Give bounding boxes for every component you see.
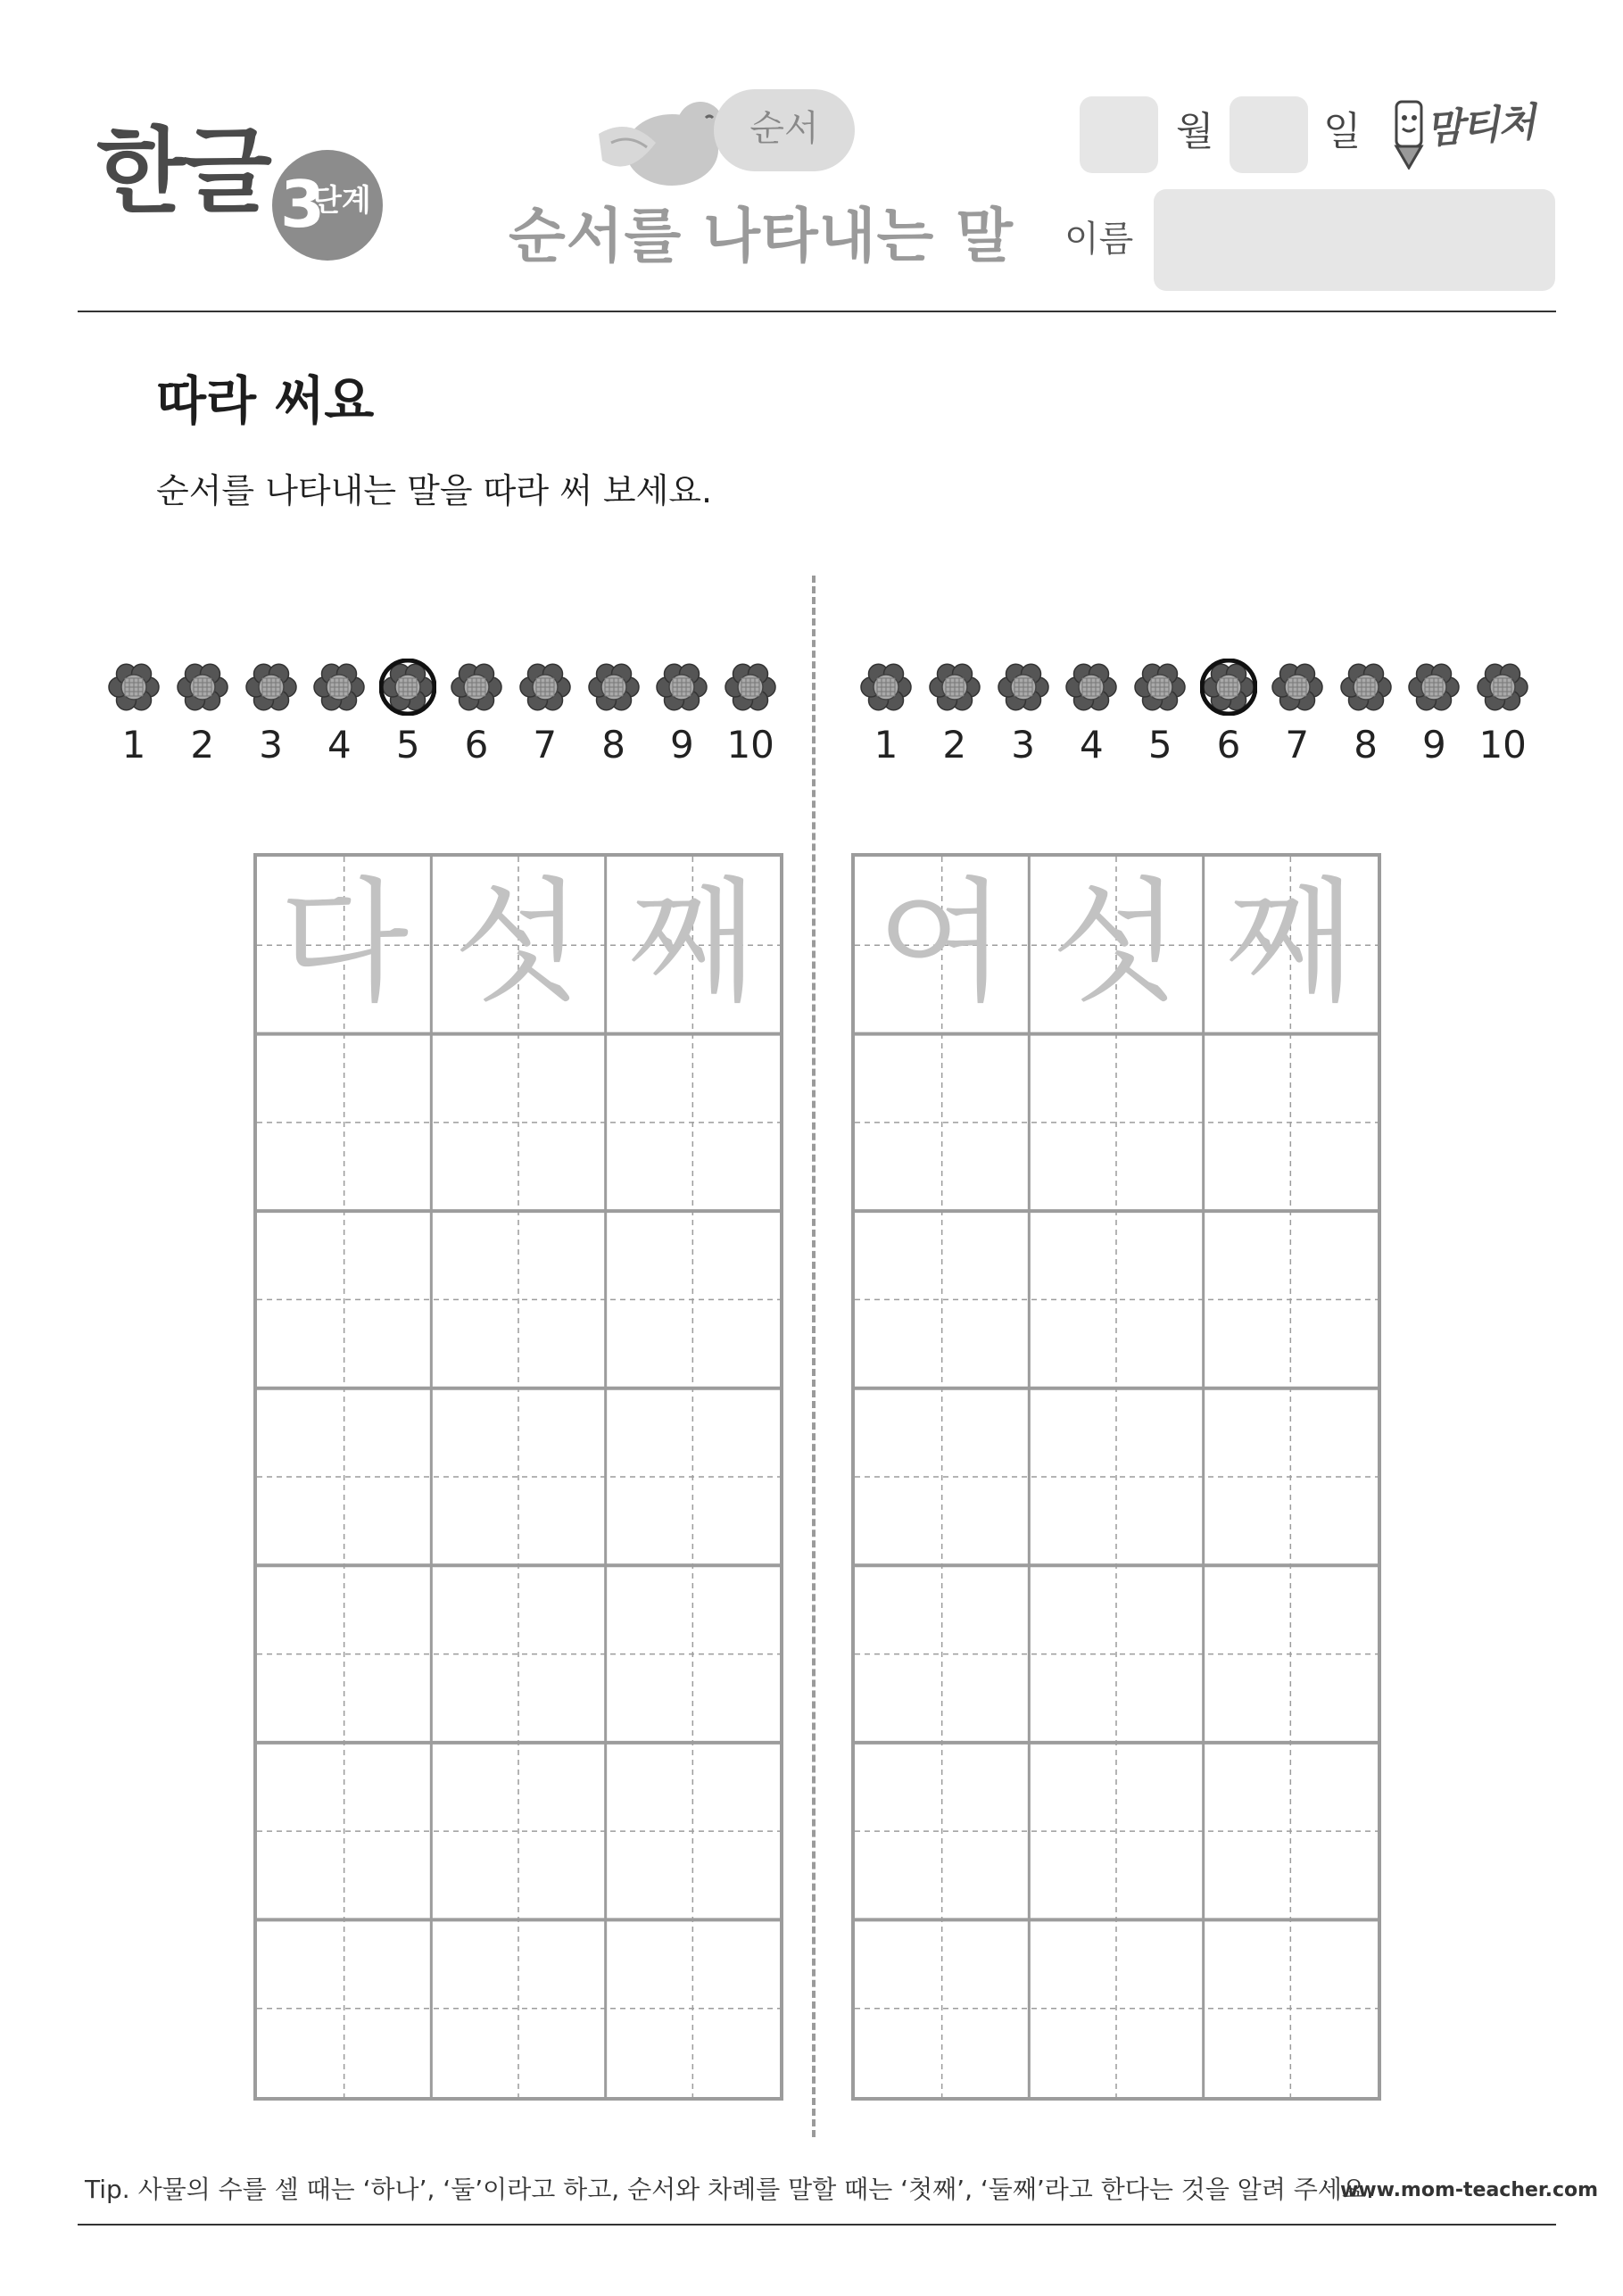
flower-item — [1126, 650, 1194, 775]
flower-icon — [448, 659, 505, 716]
flower-item — [443, 650, 510, 775]
flower-item — [852, 650, 920, 775]
flower-icon — [311, 659, 368, 716]
flower-item — [580, 650, 648, 775]
flower-row-left — [100, 650, 832, 775]
trace-char: 다 — [279, 866, 410, 1021]
section-heading: 따라 써요 — [156, 370, 375, 431]
flower-item — [1400, 650, 1468, 775]
flower-number: 2 — [190, 723, 215, 767]
flower-icon — [243, 659, 300, 716]
flower-item — [1332, 650, 1400, 775]
flower-icon — [653, 659, 710, 716]
flower-number: 6 — [464, 723, 489, 767]
flower-number: 7 — [533, 723, 558, 767]
flower-icon — [857, 659, 915, 716]
flower-item — [1195, 650, 1263, 775]
flower-item — [100, 650, 168, 775]
flower-item — [1263, 650, 1331, 775]
trace-char: 여 — [877, 866, 1007, 1021]
flower-number: 1 — [874, 723, 898, 767]
flower-icon — [722, 659, 779, 716]
flower-item — [1057, 650, 1125, 775]
flower-icon — [174, 659, 231, 716]
flower-number: 4 — [327, 723, 352, 767]
tip-line — [85, 2177, 1374, 2202]
flower-number: 3 — [1011, 723, 1035, 767]
level-word: 단계 — [312, 183, 371, 219]
trace-char: 째 — [1225, 866, 1355, 1021]
flower-number: 4 — [1080, 723, 1104, 767]
flower-item — [511, 650, 579, 775]
flower-icon — [926, 659, 983, 716]
tip-text: 사물의 수를 셀 때는 ‘하나’, ‘둘’이라고 하고, 순서와 차례를 말할 때는 ‘첫째’, ‘둘째’라고 한다는 것을 알려 주세요. — [137, 2175, 1374, 2204]
flower-icon — [1269, 659, 1326, 716]
flower-item — [921, 650, 989, 775]
topic-tag: 순서 — [749, 108, 819, 149]
trace-char: 섯 — [453, 866, 584, 1021]
flower-icon — [995, 659, 1052, 716]
flower-number: 6 — [1216, 723, 1241, 767]
level-number: 3 — [280, 167, 326, 242]
flower-number: 9 — [1422, 723, 1446, 767]
trace-row-right — [855, 857, 1378, 1030]
flower-number: 8 — [601, 723, 625, 767]
flower-icon — [1063, 659, 1120, 716]
flower-icon — [585, 659, 642, 716]
brand-title: 한글 — [96, 117, 269, 226]
flower-icon — [1131, 659, 1188, 716]
name-label: 이름 — [1064, 219, 1134, 260]
flower-number: 10 — [726, 723, 774, 767]
tip-prefix: Tip. — [85, 2175, 130, 2204]
flower-item — [237, 650, 305, 775]
sheet-title: 순서를 나타내는 말 — [509, 202, 1014, 270]
flower-number: 9 — [670, 723, 694, 767]
name-field[interactable] — [1154, 189, 1555, 291]
flower-icon — [517, 659, 574, 716]
flower-item — [305, 650, 373, 775]
header-divider — [78, 311, 1556, 312]
flower-number: 1 — [121, 723, 146, 767]
flower-icon — [105, 659, 162, 716]
day-label: 일 — [1323, 109, 1362, 154]
writing-grid-right[interactable] — [851, 853, 1381, 2101]
trace-row-left — [257, 857, 780, 1030]
trace-char: 섯 — [1051, 866, 1181, 1021]
flower-item — [374, 650, 442, 775]
flower-number: 5 — [1147, 723, 1172, 767]
footer-divider — [78, 2224, 1556, 2226]
trace-char: 째 — [627, 866, 758, 1021]
website-url: www.mom-teacher.com — [1340, 2179, 1599, 2201]
flower-icon — [379, 659, 436, 716]
writing-grid-left[interactable] — [253, 853, 783, 2101]
instruction-text: 순서를 나타내는 말을 따라 써 보세요. — [156, 471, 713, 510]
flower-item — [990, 650, 1057, 775]
month-label: 월 — [1176, 109, 1214, 154]
grid-lines — [257, 857, 780, 2097]
pencil-mascot-icon — [1389, 98, 1428, 170]
flower-item — [648, 650, 716, 775]
flower-number: 2 — [942, 723, 967, 767]
month-field[interactable] — [1080, 96, 1158, 173]
flower-number: 10 — [1478, 723, 1527, 767]
flower-item — [169, 650, 236, 775]
grid-lines — [855, 857, 1378, 2097]
flower-icon — [1405, 659, 1462, 716]
flower-number: 3 — [259, 723, 283, 767]
logo-text: 맘티처 — [1424, 99, 1536, 153]
flower-row-right — [852, 650, 1584, 775]
flower-item — [716, 650, 784, 775]
flower-number: 8 — [1354, 723, 1378, 767]
day-field[interactable] — [1230, 96, 1308, 173]
flower-number: 5 — [395, 723, 420, 767]
flower-icon — [1200, 659, 1257, 716]
flower-item — [1469, 650, 1536, 775]
center-divider — [812, 576, 816, 2137]
flower-number: 7 — [1285, 723, 1310, 767]
flower-icon — [1337, 659, 1395, 716]
flower-icon — [1474, 659, 1531, 716]
